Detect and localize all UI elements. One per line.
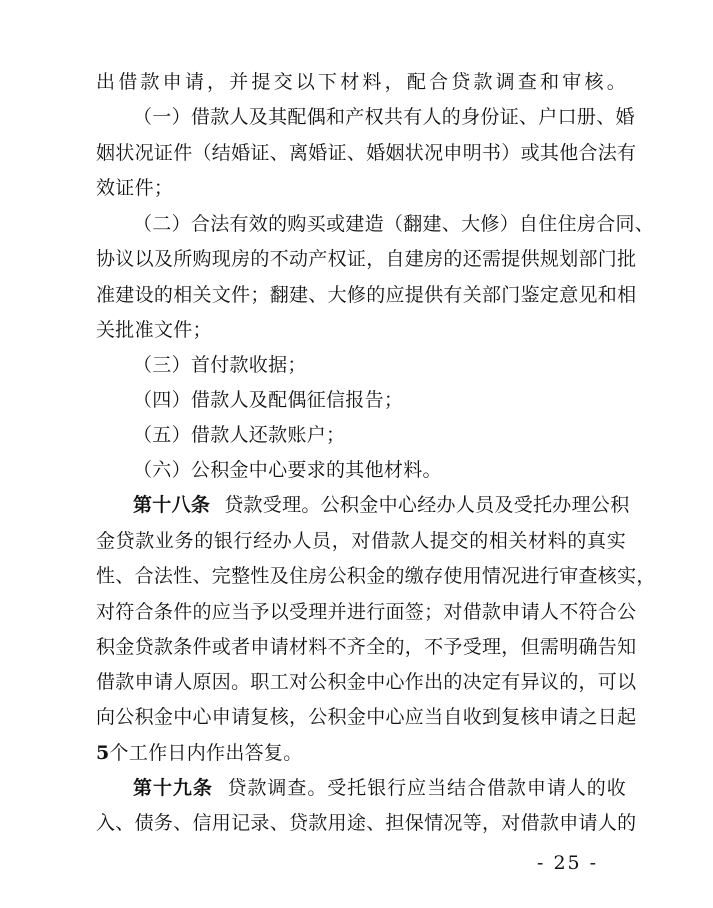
- article-19-first-line: [133, 776, 626, 800]
- text-line: 金贷款业务的银行经办人员，对借款人提交的相关材料的真实: [96, 530, 626, 552]
- article-18-heading: 第十八条: [133, 494, 211, 516]
- text-line: （五）借款人还款账户；: [133, 424, 346, 446]
- text-line: （二）合法有效的购买或建造（翻建、大修）自住住房合同、: [133, 213, 655, 235]
- article-19-text: 贷款调查。受托银行应当结合借款申请人的收: [226, 777, 626, 799]
- text-line: 协议以及所购现房的不动产权证，自建房的还需提供规划部门批: [96, 248, 637, 270]
- text-line: 效证件；: [96, 177, 174, 199]
- text-line: 积金贷款条件或者申请材料不齐全的，不予受理，但需明确告知: [96, 636, 637, 658]
- text-line: 性、合法性、完整性及住房公积金的缴存使用情况进行审查核实，: [96, 565, 656, 587]
- text-line: 向公积金中心申请复核，公积金中心应当自收到复核申请之日起: [96, 706, 637, 728]
- text-line: （四）借款人及配偶征信报告；: [133, 389, 404, 411]
- text-line: 准建设的相关文件；翻建、大修的应提供有关部门鉴定意见和相: [96, 284, 637, 306]
- text-line: （六）公积金中心要求的其他材料。: [133, 459, 442, 481]
- text-line: 关批准文件；: [96, 319, 212, 341]
- text-line: （一）借款人及其配偶和产权共有人的身份证、户口册、婚: [133, 106, 635, 128]
- text-line: 借款申请人原因。职工对公积金中心作出的决定有异议的，可以: [96, 671, 637, 693]
- text-line: 姻状况证件（结婚证、离婚证、婚姻状况申明书）或其他合法有: [96, 142, 637, 164]
- text-line: 对符合条件的应当予以受理并进行面签；对借款申请人不符合公: [96, 601, 637, 623]
- working-days-number: 5: [96, 742, 110, 764]
- text-line: 入、债务、信用记录、贷款用途、担保情况等，对借款申请人的: [96, 812, 637, 834]
- article-18-text: 贷款受理。公积金中心经办人员及受托办理公积: [224, 494, 630, 516]
- article-18-last-line: [96, 741, 626, 765]
- article-18-last-text: 个工作日内作出答复。: [109, 742, 303, 764]
- text-line: （三）首付款收据；: [133, 354, 307, 376]
- article-18-first-line: [133, 493, 630, 517]
- article-19-heading: 第十九条: [133, 777, 213, 799]
- page-number: - 25 -: [537, 852, 599, 874]
- text-line: 出借款申请，并提交以下材料，配合贷款调查和审核。: [96, 71, 626, 93]
